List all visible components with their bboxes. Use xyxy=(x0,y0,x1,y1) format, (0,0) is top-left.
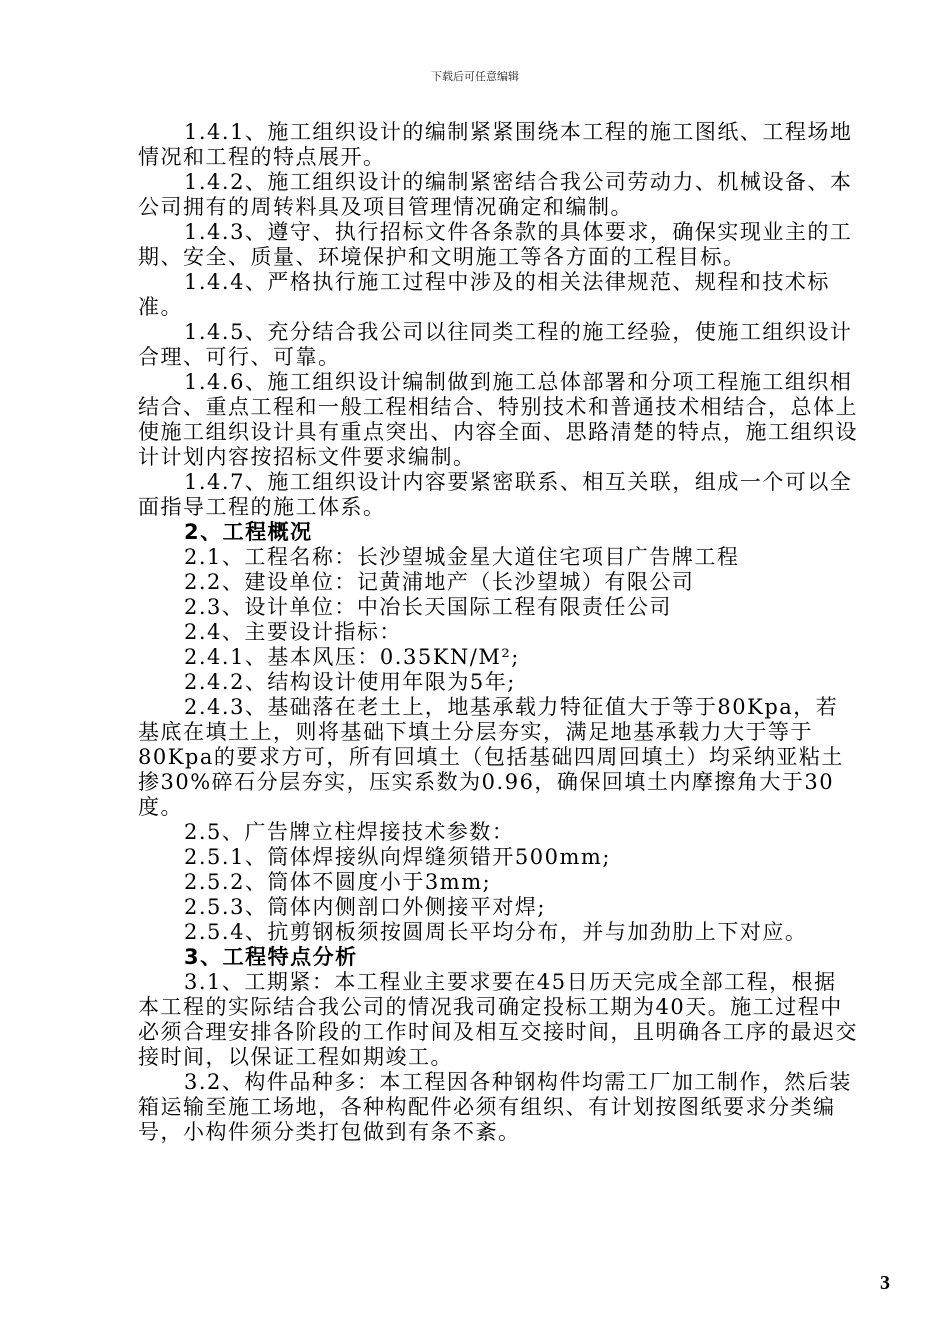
paragraph-2-4-1: 2.4.1、基本风压：0.35KN/M²; xyxy=(184,645,520,669)
paragraph-2-4: 2.4、主要设计指标： xyxy=(184,620,402,644)
paragraph-2-2: 2.2、建设单位：记黄浦地产（长沙望城）有限公司 xyxy=(184,570,695,594)
paragraph-2-1: 2.1、工程名称：长沙望城金星大道住宅项目广告牌工程 xyxy=(184,545,740,569)
paragraph-2-5-4: 2.5.4、抗剪钢板须按圆周长平均分布，并与加劲肋上下对应。 xyxy=(184,920,808,944)
section-heading-3: 3、工程特点分析 xyxy=(184,945,358,969)
paragraph-2-5: 2.5、广告牌立柱焊接技术参数： xyxy=(184,820,515,844)
paragraph-1-4-1: 1.4.1、施工组织设计的编制紧紧围绕本工程的施工图纸、工程场地情况和工程的特点展开。 xyxy=(138,120,853,169)
paragraph-3-1: 3.1、工期紧：本工程业主要求要在45日历天完成全部工程，根据本工程的实际结合我公司的情况我司确定投标工期为40天。施工过程中必须合理安排各阶段的工作时间及相互交接时间，且明确各工序的最迟交接时间，以保证工程如期竣工。 xyxy=(138,970,858,1069)
paragraph-1-4-2: 1.4.2、施工组织设计的编制紧密结合我公司劳动力、机械设备、本公司拥有的周转料具及项目管理情况确定和编制。 xyxy=(138,170,853,219)
paragraph-1-4-7: 1.4.7、施工组织设计内容要紧密联系、相互关联，组成一个可以全面指导工程的施工体系。 xyxy=(138,470,853,519)
paragraph-1-4-3: 1.4.3、遵守、执行招标文件各条款的具体要求，确保实现业主的工期、安全、质量、环境保护和文明施工等各方面的工程目标。 xyxy=(138,220,853,269)
paragraph-2-5-3: 2.5.3、筒体内侧剖口外侧接平对焊; xyxy=(184,895,547,919)
document-body xyxy=(138,120,858,1145)
section-heading-2: 2、工程概况 xyxy=(184,520,313,544)
paragraph-1-4-4: 1.4.4、严格执行施工过程中涉及的相关法律规范、规程和技术标准。 xyxy=(138,270,830,319)
paragraph-1-4-6: 1.4.6、施工组织设计编制做到施工总体部署和分项工程施工组织相结合、重点工程和一般工程相结合、特别技术和普通技术相结合，总体上使施工组织设计具有重点突出、内容全面、思路清楚的特点，施工组织设计计划内容按招标文件要求编制。 xyxy=(138,370,858,469)
paragraph-2-5-2: 2.5.2、筒体不圆度小于3mm; xyxy=(184,870,492,894)
header-note: 下载后可任意编辑 xyxy=(431,70,519,83)
paragraph-2-4-3: 2.4.3、基础落在老土上，地基承载力特征值大于等于80Kpa，若基底在填土上，则将基础下填土分层夯实，满足地基承载力大于等于80Kpa的要求方可，所有回填土（包括基础四周回填土）均采纳亚粘土掺30%碎石分层夯实，压实系数为0.96，确保回填土内摩擦角大于30度。 xyxy=(138,695,844,819)
paragraph-3-2: 3.2、构件品种多：本工程因各种钢构件均需工厂加工制作，然后装箱运输至施工场地，各种构配件必须有组织、有计划按图纸要求分类编号，小构件须分类打包做到有条不紊。 xyxy=(138,1070,852,1144)
page-number: 3 xyxy=(880,1272,890,1294)
paragraph-2-4-2: 2.4.2、结构设计使用年限为5年; xyxy=(184,670,516,694)
paragraph-1-4-5: 1.4.5、充分结合我公司以往同类工程的施工经验，使施工组织设计合理、可行、可靠。 xyxy=(138,320,853,369)
paragraph-2-5-1: 2.5.1、筒体焊接纵向焊缝须错开500mm; xyxy=(184,845,611,869)
paragraph-2-3: 2.3、设计单位：中冶长天国际工程有限责任公司 xyxy=(184,595,672,619)
